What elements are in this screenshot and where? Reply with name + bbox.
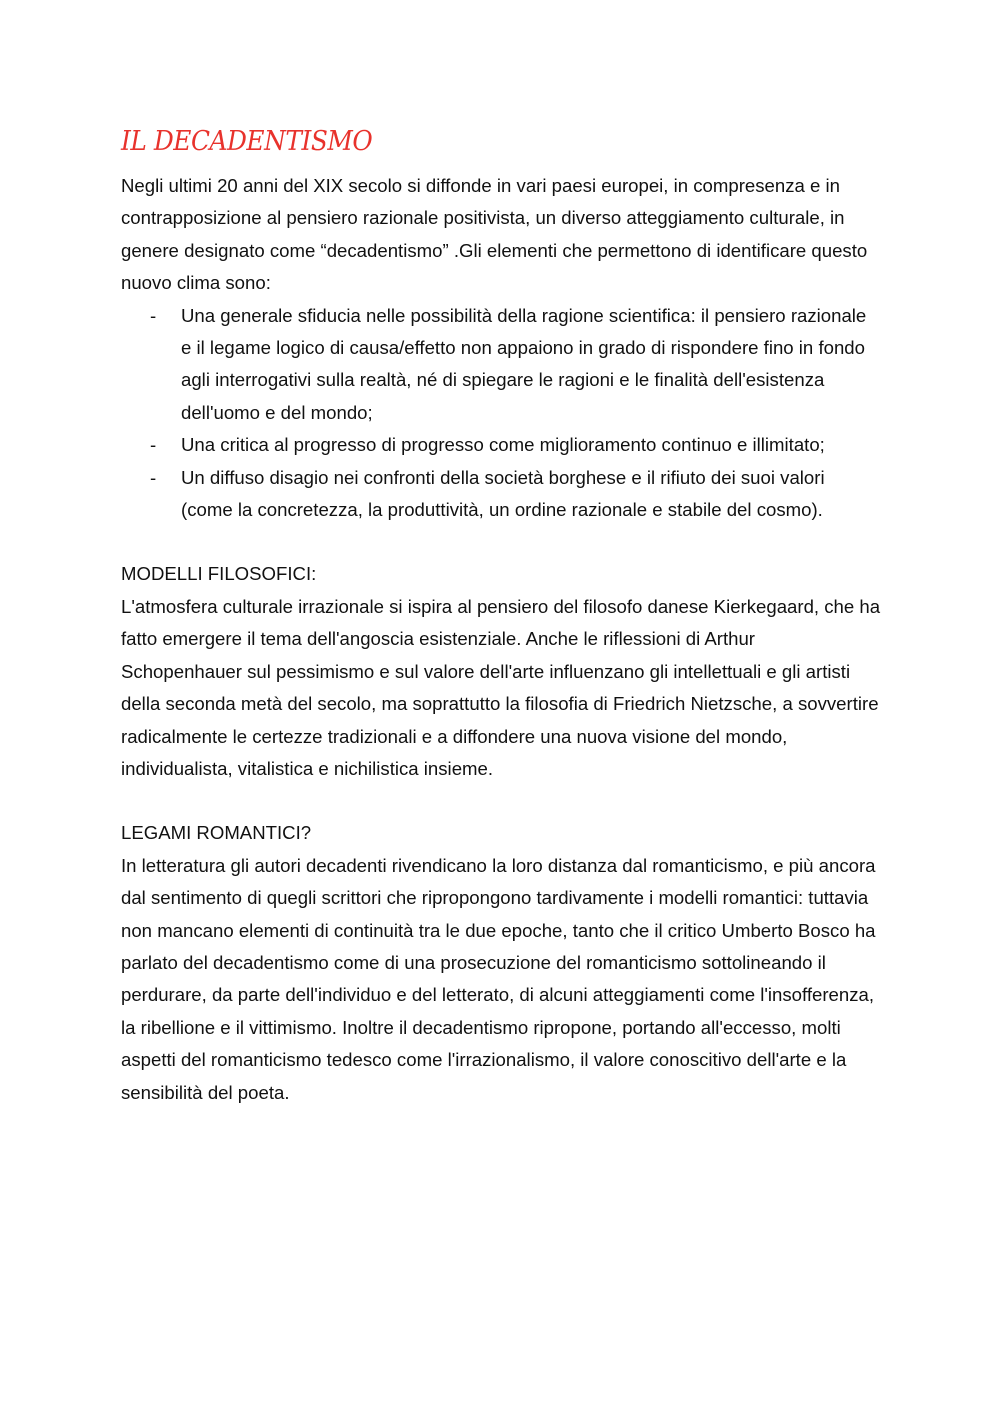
intro-paragraph: Negli ultimi 20 anni del XIX secolo si diffonde in vari paesi europei, in compresenza e in contrapposizione al pensiero razionale positivista, un diverso atteggiamento culturale, in genere designato come “decadentismo” .Gli elementi che permettono di identificare questo nuovo clima sono:	[121, 175, 868, 294]
section-paragraph-legami-romantici: In letteratura gli autori decadenti rivendicano la loro distanza dal romanticismo, e più ancora dal sentimento di quegli scrittori che ripropongono tardivamente i modelli romantici: tuttavia non mancano elementi di continuità tra le due epoche, tanto che il critico Umberto Bosco ha parlato del decadentismo come di una prosecuzione del romanticismo sottolineando il perdurare, da parte dell'individuo e del letterato, di alcuni atteggiamenti come l'insofferenza, la ribellione e il vittimismo. Inoltre il decadentismo ripropone, portando all'eccesso, molti aspetti del romanticismo tedesco come l'irrazionalismo, il valore conoscitivo dell'arte e la sensibilità del poeta.	[121, 854, 876, 1103]
bullet-dash: -	[150, 434, 157, 456]
list-item	[121, 300, 881, 430]
bullet-dash: -	[150, 466, 157, 488]
list-item-text: Una generale sfiducia nelle possibilità della ragione scientifica: il pensiero razionale e il legame logico di causa/effetto non appaiono in grado di rispondere fino in fondo agli interrogativi sulla realtà, né di spiegare le ragioni e le finalità dell'esistenza dell'uomo e del mondo;	[181, 304, 867, 423]
bullet-list	[121, 300, 881, 527]
section-heading-legami-romantici: LEGAMI ROMANTICI?	[121, 822, 312, 844]
list-item-text: Una critica al progresso di progresso come miglioramento continuo e illimitato;	[181, 434, 825, 456]
document-page	[121, 120, 881, 1109]
document-title: IL DECADENTISMO	[121, 126, 373, 157]
section-paragraph-modelli-filosofici: L'atmosfera culturale irrazionale si ispira al pensiero del filosofo danese Kierkegaard, che ha fatto emergere il tema dell'angoscia esistenziale. Anche le riflessioni di Arthur Schopenhauer sul pessimismo e sul valore dell'arte influenzano gli intellettuali e gli artisti della seconda metà del secolo, ma soprattutto la filosofia di Friedrich Nietzsche, a sovvertire radicalmente le certezze tradizionali e a diffondere una nuova visione del mondo, individualista, vitalistica e nichilistica insieme.	[121, 595, 881, 779]
bullet-dash: -	[150, 304, 157, 326]
section-heading-modelli-filosofici: MODELLI FILOSOFICI:	[121, 563, 317, 585]
list-item	[121, 462, 881, 527]
list-item-text: Un diffuso disagio nei confronti della società borghese e il rifiuto dei suoi valori (come la concretezza, la produttività, un ordine razionale e stabile del cosmo).	[181, 466, 825, 521]
list-item	[121, 429, 881, 461]
